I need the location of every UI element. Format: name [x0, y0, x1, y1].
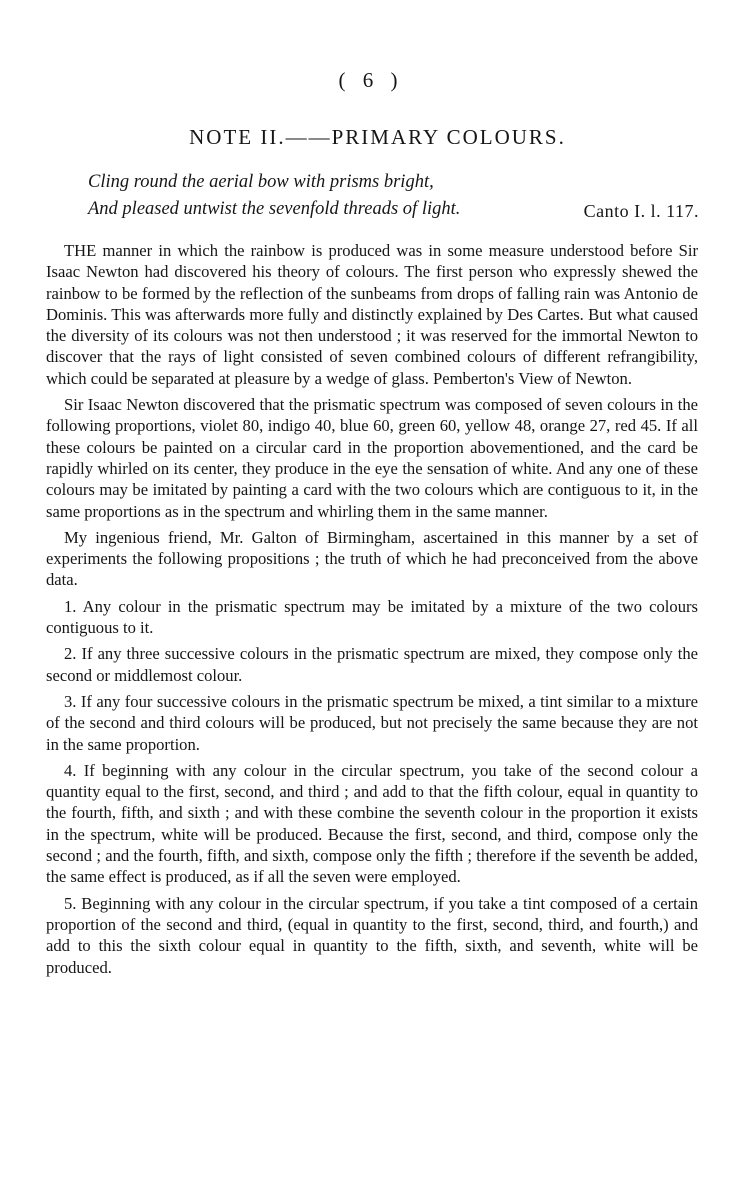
epigraph-line-2: And pleased untwist the sevenfold threads of light. — [88, 199, 461, 219]
paragraph-spectrum: Sir Isaac Newton discovered that the prismatic spectrum was composed of seven colours in the following proportions, violet 80, indigo 40, blue 60, green 60, yellow 48, orange 27, red 45. If all these colours be painted on a circular card in the proportion abovementioned, and the card be rapidly whirled on its center, they produce in the eye the sensation of white. And any one of these colours may be imitated by painting a card with the two colours which are contiguous to it, in the same proportions as in the spectrum and whirling them in the same manner. — [46, 395, 698, 521]
page-number: ( 6 ) — [338, 68, 404, 92]
paragraph-galton: My ingenious friend, Mr. Galton of Birmingham, ascertained in this manner by a set of experiments the following propositions ; the truth of which he had preconceived from the above data. — [46, 527, 698, 590]
proposition-1: 1. Any colour in the prismatic spectrum may be imitated by a mixture of the two colours contiguous to it. — [46, 596, 698, 638]
proposition-3: 3. If any four successive colours in the prismatic spectrum be mixed, a tint similar to a mixture of the second and third colours will be produced, but not precisely the same because they are not in the same proportion. — [46, 691, 698, 754]
note-title: NOTE II.——PRIMARY COLOURS. — [189, 125, 566, 149]
body-text — [46, 240, 698, 983]
paragraph-rainbow: THE manner in which the rainbow is produced was in some measure understood before Sir Isaac Newton had discovered his theory of colours. The first person who expressly shewed the rainbow to be formed by the reflection of the sunbeams from drops of falling rain was Antonio de Dominis. This was afterwards more fully and distinctly explained by Des Cartes. But what caused the diversity of its colours was not then understood ; it was reserved for the immortal Newton to discover that the rays of light consisted of seven combined colours of different refrangibility, which could be separated at pleasure by a wedge of glass. Pemberton's View of Newton. — [46, 241, 698, 388]
proposition-2: 2. If any three successive colours in the prismatic spectrum are mixed, they compose only the second or middlemost colour. — [46, 644, 698, 685]
proposition-4: 4. If beginning with any colour in the circular spectrum, you take of the second colour a quantity equal to the first, second, and third ; and add to that the fifth colour, equal in quantity to the fourth, fifth, and sixth ; and with these combine the seventh colour in the proportion it exists in the spectrum, white will be produced. Because the first, second, and third, compose only the second ; and the fourth, fifth, and sixth, compose only the fifth ; therefore if the seventh be added, the same effect is produced, as if all the seven were employed. — [46, 760, 698, 887]
epigraph-line-1: Cling round the aerial bow with prisms bright, — [88, 172, 434, 192]
canto-reference: Canto I. l. 117. — [583, 201, 699, 221]
proposition-5: 5. Beginning with any colour in the circular spectrum, if you take a tint composed of a certain proportion of the second and third, (equal in quantity to the first, second, third, and fourth,) and add to this the sixth colour equal in quantity to the fifth, sixth, and seventh, white will be produced. — [46, 893, 698, 977]
